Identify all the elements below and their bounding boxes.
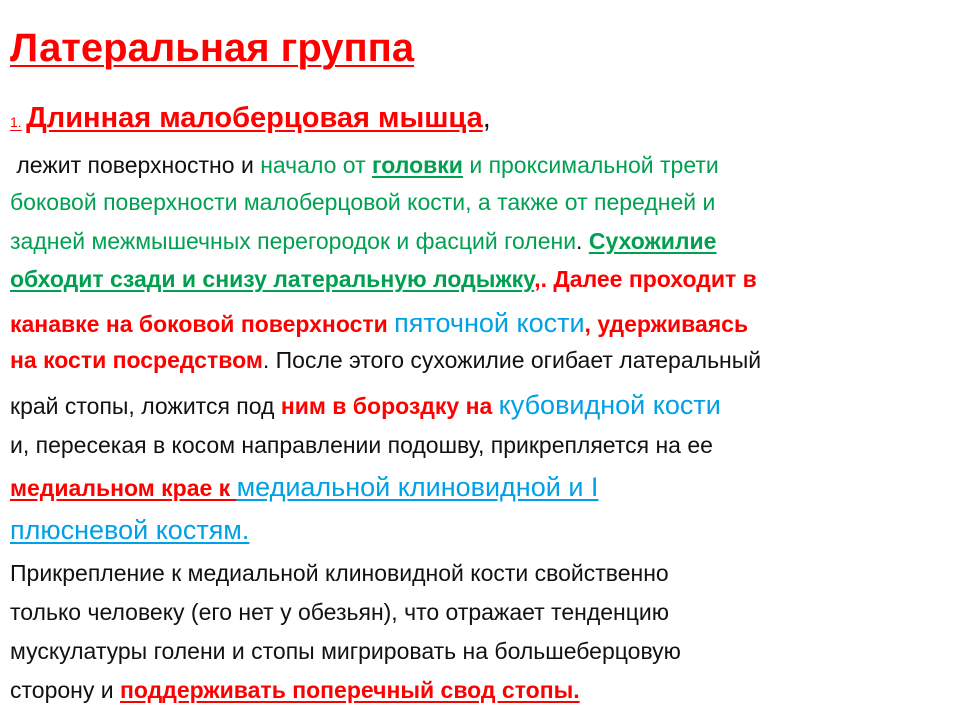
red-text: медиальном крае к <box>10 475 237 501</box>
tendon-keyword: Сухожилие <box>588 228 717 254</box>
red-text: канавке на боковой поверхности <box>10 311 395 337</box>
muscle-heading-line <box>10 102 491 135</box>
text-line-14 <box>10 677 580 704</box>
tendon-path-text: обходит сзади и снизу латеральную лодыжку <box>10 266 535 292</box>
metatarsal-keyword: плюсневой костям. <box>10 515 250 545</box>
red-text: на кости посредством <box>10 347 263 373</box>
text-segment: сторону и <box>10 677 120 703</box>
text-line-11: Прикрепление к медиальной клиновидной кости свойственно <box>10 560 669 586</box>
origin-text: и проксимальной трети <box>462 152 719 178</box>
head-keyword: головки <box>372 152 463 178</box>
calcaneus-keyword: пяточной кости <box>394 308 585 338</box>
text-segment: лежит поверхностно и <box>16 152 261 178</box>
muscle-comma: , <box>482 102 491 134</box>
text-segment: . После этого сухожилие огибает латеральный <box>262 347 762 373</box>
text-line-12: только человеку (его нет у обезьян), что отражает тенденцию <box>10 599 670 625</box>
text-line-7 <box>10 390 721 421</box>
origin-text: начало от <box>260 152 373 178</box>
text-line-6 <box>10 347 761 374</box>
text-line-9 <box>10 472 598 503</box>
text-line-4 <box>10 266 757 293</box>
origin-text: задней межмышечных перегородок и фасций голени <box>10 228 577 254</box>
text-segment: край стопы, ложится под <box>10 393 281 419</box>
slide-title: Латеральная группа <box>10 26 415 70</box>
red-text: ,. Далее проходит в <box>534 266 757 292</box>
text-segment: . <box>576 228 589 254</box>
arch-support-text: поддерживать поперечный свод стопы. <box>119 677 580 703</box>
muscle-name: Длинная малоберцовая мышца <box>26 102 483 134</box>
cuboid-keyword: кубовидной кости <box>498 390 721 420</box>
red-text: , удерживаясь <box>584 311 749 337</box>
text-line-5 <box>10 308 748 339</box>
text-line-3 <box>10 228 716 255</box>
muscle-number: 1. <box>10 114 22 130</box>
text-line-8: и, пересекая в косом направлении подошву, прикрепляется на ее <box>10 432 713 458</box>
cuneiform-keyword: медиальной клиновидной и I <box>236 472 599 502</box>
text-line-13: мускулатуры голени и стопы мигрировать на большеберцовую <box>10 638 681 664</box>
text-line-2: боковой поверхности малоберцовой кости, а также от передней и <box>10 189 716 215</box>
text-line-1 <box>10 152 719 179</box>
red-text: ним в бороздку на <box>280 393 499 419</box>
text-line-10 <box>10 515 249 546</box>
